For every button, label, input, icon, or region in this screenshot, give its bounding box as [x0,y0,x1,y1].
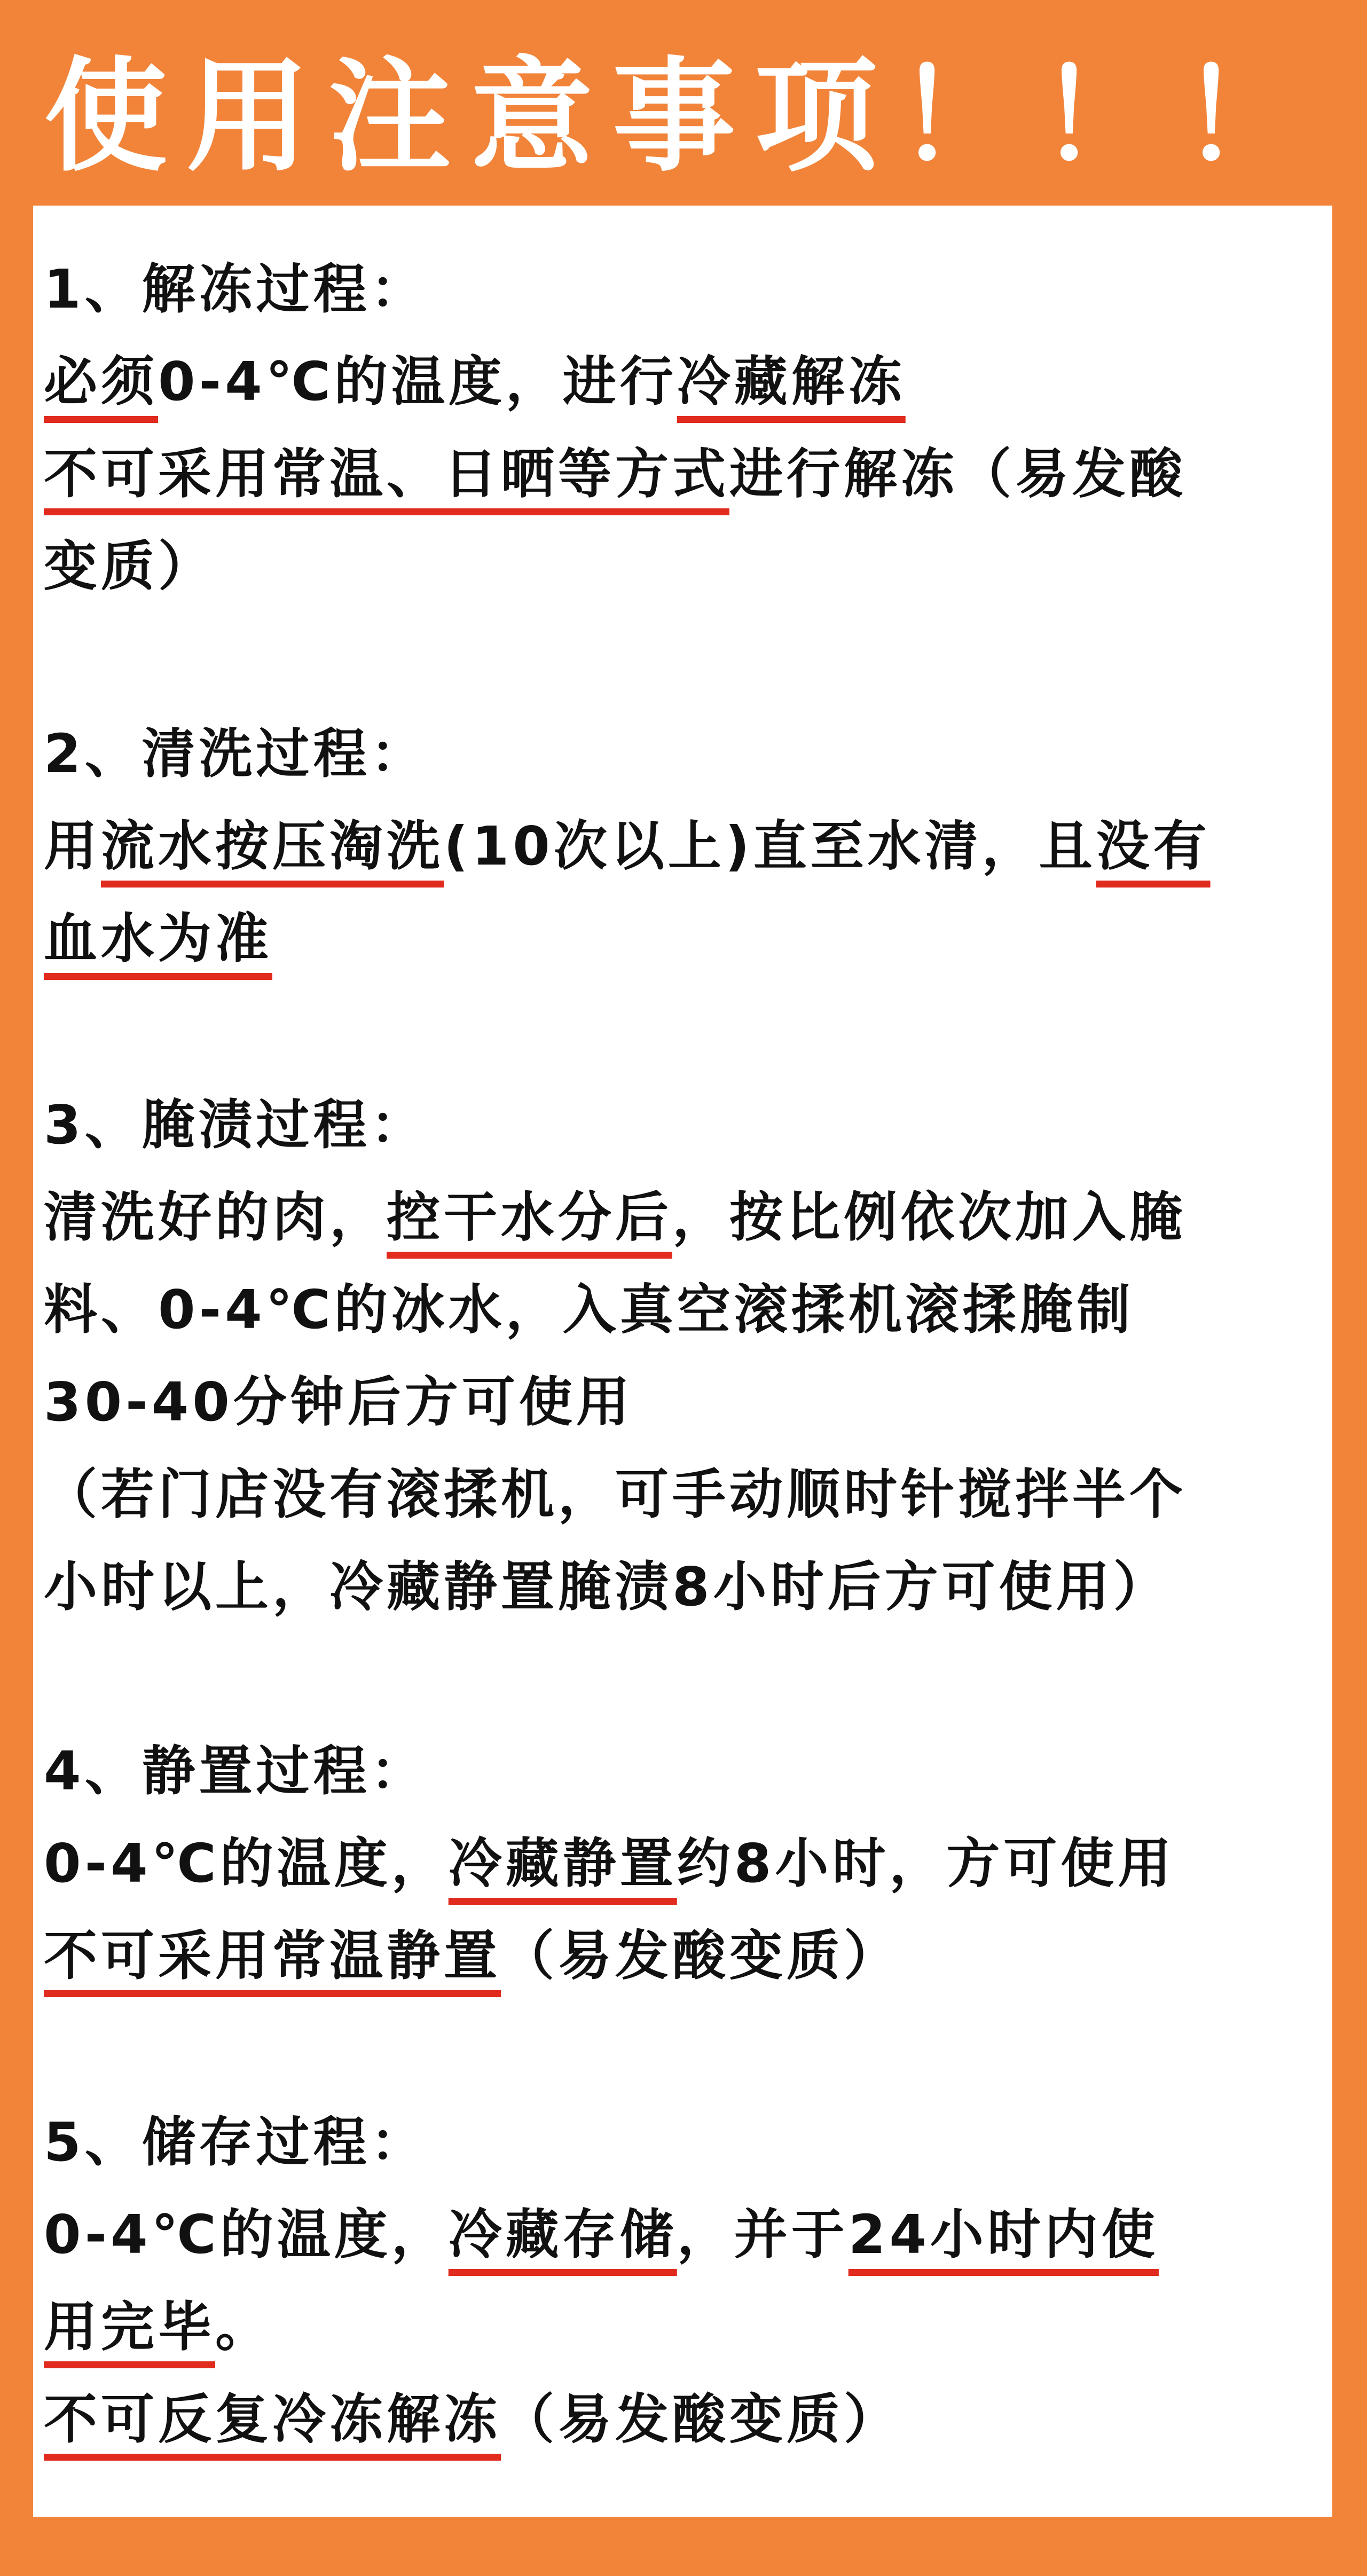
underlined-text: 冷藏静置 [448,1832,677,1895]
underlined-text: 不可采用常温、日晒等方式 [44,443,729,505]
underlined-text: 血水为准 [44,907,272,970]
plain-text: 料、0-4℃的冰水，入真空滚揉机滚揉腌制 [44,1278,1134,1341]
text-line [44,1448,1315,1541]
underlined-text: 控干水分后 [387,1186,672,1248]
section-heading: 2、清洗过程： [44,722,428,785]
underlined-text: 冷藏存储 [448,2203,677,2266]
plain-text: 0-4℃的温度， [44,1832,449,1895]
text-line [44,428,1315,520]
text-line [44,1910,1315,2002]
plain-text: 。 [215,2296,272,2358]
text-line [44,800,1315,892]
underlined-text: 不可采用常温静置 [44,1925,501,1987]
section-heading: 1、解冻过程： [44,258,428,320]
underlined-text: 没有 [1096,815,1211,877]
plain-text: 0-4℃的温度，进行 [158,350,677,413]
text-line [44,2373,1315,2465]
section-heading: 3、腌渍过程： [44,1094,428,1156]
plain-text: 0-4℃的温度， [44,2203,449,2266]
plain-text: (10次以上)直至水清，且 [444,815,1096,877]
text-line [44,520,1315,612]
section-washing [44,708,1315,985]
underlined-text: 流水按压淘洗 [101,815,444,877]
plain-text: ，并于 [677,2203,849,2266]
plain-text: 清洗好的肉， [44,1186,387,1248]
text-line [44,1356,1315,1448]
section-marinating [44,1079,1315,1633]
plain-text: 约8小时，方可使用 [677,1832,1175,1895]
plain-text: （易发酸变质） [501,1925,901,1987]
underlined-text: 冷藏解冻 [677,350,906,413]
page-title: 使用注意事项！！！ [44,46,1323,189]
section-resting [44,1725,1315,2002]
plain-text: （易发酸变质） [501,2388,901,2451]
text-line [44,1817,1315,1910]
section-storage [44,2096,1315,2465]
plain-text: 小时以上，冷藏静置腌渍8小时后方可使用） [44,1556,1170,1618]
text-line [44,335,1315,428]
section-thawing [44,243,1315,612]
section-heading: 5、储存过程： [44,2111,428,2173]
section-heading: 4、静置过程： [44,1740,428,1802]
plain-text: 进行解冻（易发酸 [729,443,1187,505]
text-line [44,1541,1315,1633]
plain-text: ，按比例依次加入腌 [672,1186,1187,1248]
text-line [44,1171,1315,1263]
text-line [44,2188,1315,2281]
underlined-text: 24小时内使 [848,2203,1159,2266]
plain-text: 用 [44,815,101,877]
underlined-text: 不可反复冷冻解冻 [44,2388,501,2451]
text-line [44,2281,1315,2373]
plain-text: （若门店没有滚揉机，可手动顺时针搅拌半个 [44,1463,1187,1526]
plain-text: 变质） [44,535,215,598]
underlined-text: 必须 [44,350,158,413]
plain-text: 30-40分钟后方可使用 [44,1371,633,1433]
text-line [44,892,1315,985]
underlined-text: 用完毕 [44,2296,215,2358]
text-line [44,1263,1315,1356]
